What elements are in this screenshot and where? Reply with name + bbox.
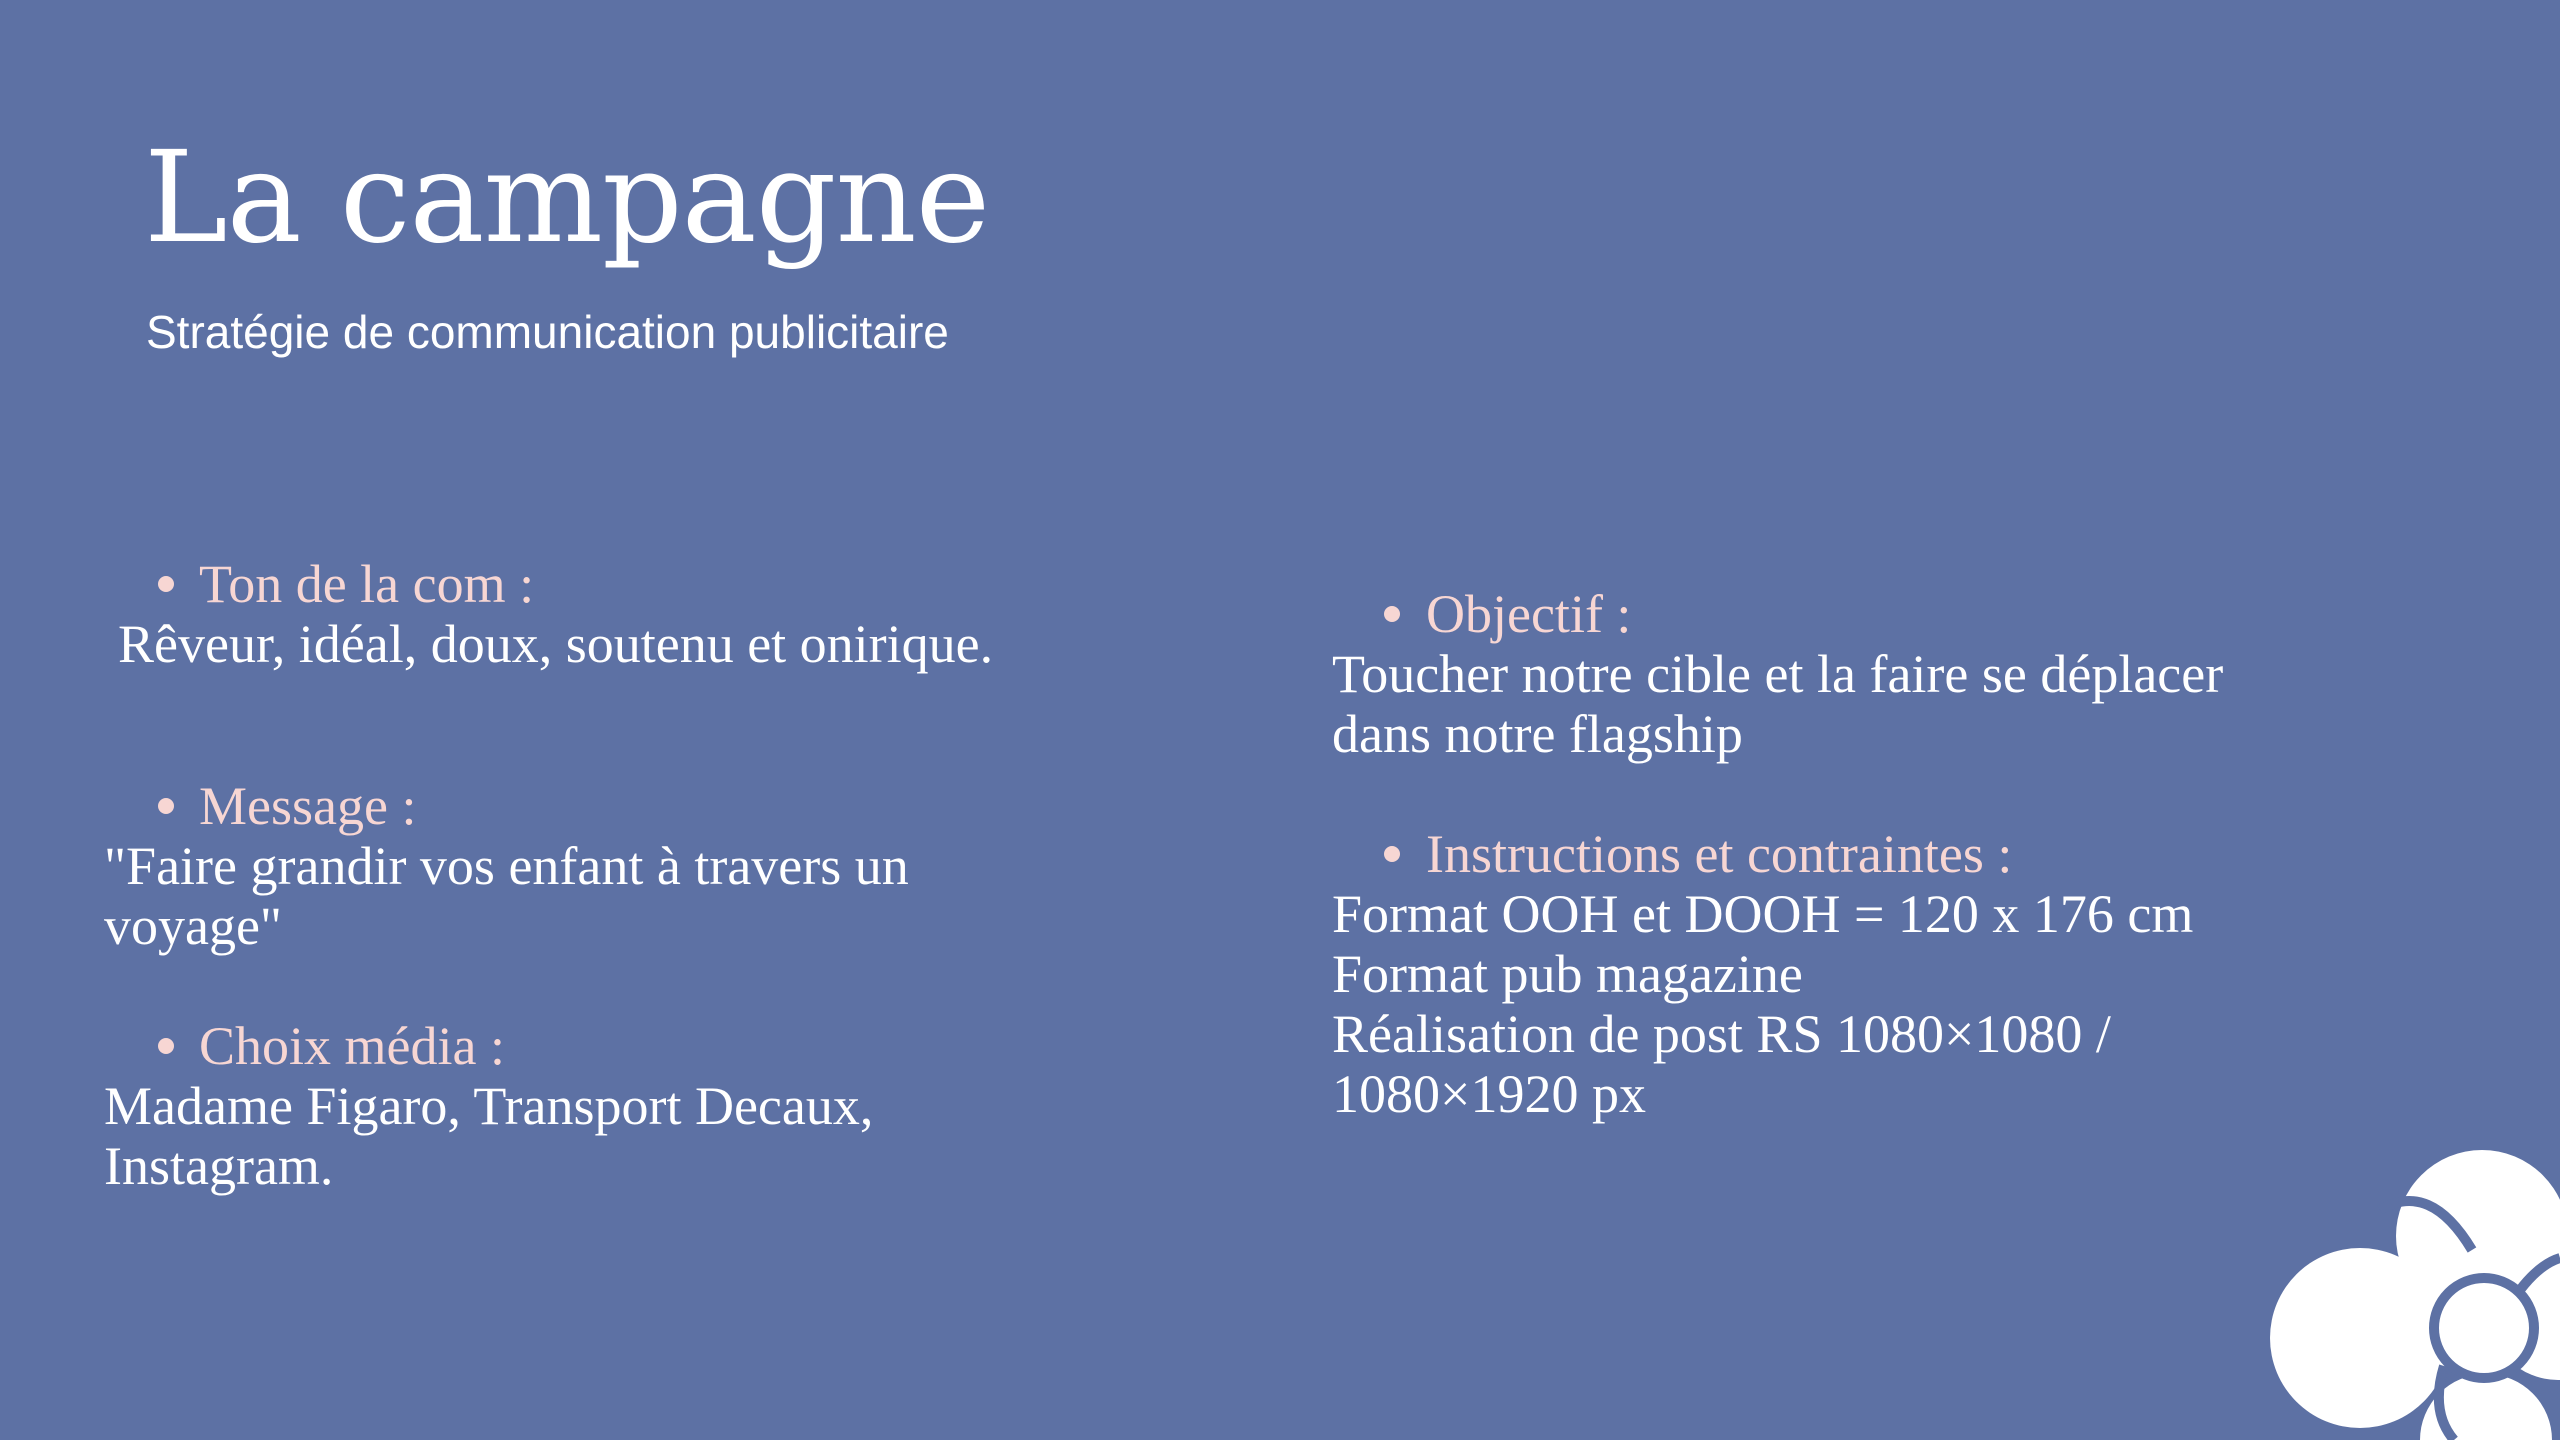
section-ton [118, 554, 993, 674]
section-heading [1332, 824, 2193, 884]
text-line: 1080×1920 px [1332, 1064, 1646, 1124]
bullet-icon [158, 798, 174, 814]
section-body [104, 836, 909, 956]
section-heading [1332, 584, 2223, 644]
slide-subtitle: Stratégie de communication publicitaire [146, 306, 949, 358]
flower-icon [2240, 1140, 2560, 1440]
bullet-icon [1384, 846, 1400, 862]
text-line: Réalisation de post RS 1080×1080 / [1332, 1004, 2111, 1064]
section-instructions [1332, 824, 2193, 1124]
text-line: Madame Figaro, Transport Decaux, [104, 1076, 874, 1136]
section-body [118, 614, 993, 674]
bullet-icon [158, 576, 174, 592]
text-line: Format pub magazine [1332, 944, 1803, 1004]
section-heading [104, 776, 909, 836]
text-line: Rêveur, idéal, doux, soutenu et onirique. [118, 614, 994, 674]
section-message [104, 776, 909, 956]
text-line: Toucher notre cible et la faire se déplacer [1332, 644, 2224, 704]
slide-title: La campagne [144, 124, 990, 271]
heading-message: Message : [199, 776, 417, 836]
text-line: Instagram. [104, 1136, 334, 1196]
text-line: "Faire grandir vos enfant à travers un [104, 836, 909, 896]
text-line: dans notre flagship [1332, 704, 1743, 764]
heading-objectif: Objectif : [1426, 584, 1632, 644]
heading-instructions: Instructions et contraintes : [1426, 824, 2013, 884]
section-objectif [1332, 584, 2223, 764]
section-body [1332, 884, 2193, 1124]
bullet-icon [1384, 606, 1400, 622]
section-body [1332, 644, 2223, 764]
text-line: Format OOH et DOOH = 120 x 176 cm [1332, 884, 2194, 944]
heading-media: Choix média : [199, 1016, 505, 1076]
heading-ton: Ton de la com : [199, 554, 535, 614]
section-heading [104, 1016, 873, 1076]
text-line: voyage" [104, 896, 282, 956]
section-body [104, 1076, 873, 1196]
bullet-icon [158, 1038, 174, 1054]
section-heading [118, 554, 993, 614]
section-media [104, 1016, 873, 1196]
